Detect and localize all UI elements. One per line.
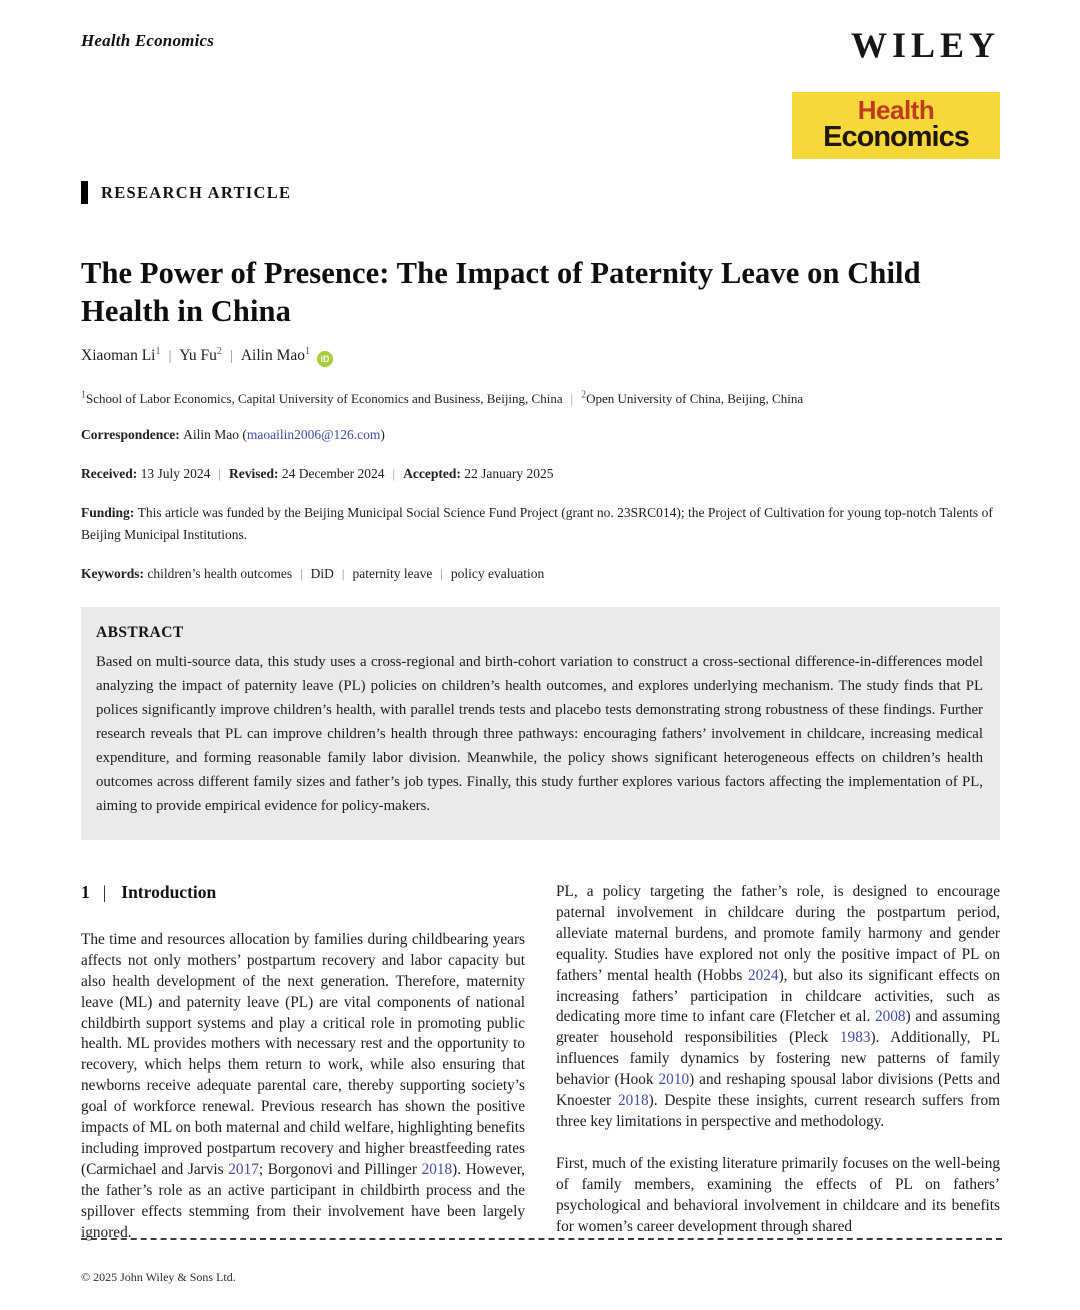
text-run: ). However, the father’s role as an active participant in childbirth process and the spillover effects stemming from their involvement have been largely ignored. (81, 1160, 525, 1241)
section-label: Introduction (121, 882, 217, 902)
wiley-logo: WILEY (850, 25, 1000, 65)
citation-link[interactable]: 1983 (839, 1029, 871, 1047)
text-run: ) and reshaping spousal labor divisions (Petts and Knoester (556, 1071, 1000, 1110)
intro-paragraph-3: First, much of the existing literature primarily focuses on the well-being of family members, examining the effects of PL on fathers’ psychological and behavioral involvement in childcare and its benefits for women’s career development through shared (556, 1154, 1000, 1235)
citation-link[interactable]: 2017 (228, 1160, 259, 1178)
keywords-line (81, 563, 1000, 585)
section-number: 1 (81, 882, 90, 902)
orcid-icon[interactable]: iD (317, 351, 333, 367)
text-run: 22 January 2025 (464, 466, 554, 481)
meta-label: Revised: (228, 466, 282, 481)
text-run: DiD (310, 566, 334, 581)
text-run: Xiaoman Li (81, 347, 156, 364)
text-run: 13 July 2024 (140, 466, 211, 481)
correspondence-line (81, 424, 1000, 446)
separator: | (300, 567, 303, 581)
text-run: School of Labor Economics, Capital University of Economics and Business, Beijing, China (86, 391, 563, 406)
page-header (81, 26, 1000, 159)
journal-badge-line1: Health (857, 95, 935, 125)
body-columns (81, 882, 1000, 1244)
text-run: ; Borgonovi and Pillinger (258, 1160, 422, 1178)
journal-name: Health Economics (81, 31, 215, 50)
affiliation-ref[interactable]: 1 (155, 345, 161, 357)
separator: | (440, 567, 443, 581)
meta-label: Accepted: (403, 466, 465, 481)
text-run: Ailin Mao ( (183, 427, 247, 442)
separator: | (218, 467, 221, 481)
citation-link[interactable]: 2018 (618, 1092, 649, 1110)
text-run: ). Additionally, PL influences family dynamics by fostering new patterns of family behavior (Hook (556, 1029, 1001, 1089)
abstract-heading: ABSTRACT (96, 624, 184, 641)
affiliation-ref[interactable]: 2 (581, 389, 587, 401)
text-run: This article was funded by the Beijing Municipal Social Science Fund Project (grant no. 23SRC014); the Project of Cultivation for young top-notch Talents of Beijing Municipal Institutions. (81, 505, 993, 542)
text-run: The time and resources allocation by families during childbearing years affects not only mothers’ postpartum recovery and labor capacity but also health development of the next generation. Therefore, maternity leave (ML) and paternity leave (PL) are vital components of national childbirth support systems and play a critical role in promoting public health. ML provides mothers with necessary rest and the opportunity to recovery, which helps them return to work, while also ensuring that newborns receive adequate parental care, thereby supporting society’s goal of workforce renewal. Previous research has shown the positive impacts of ML on both maternal and child welfare, highlighting benefits including improved postpartum recovery and higher breastfeeding rates (Carmichael and Jarvis (81, 930, 525, 1178)
affiliation-ref[interactable]: 1 (81, 389, 86, 401)
citation-link[interactable]: 2010 (658, 1071, 690, 1089)
section-pipe: | (102, 882, 107, 902)
right-column (556, 882, 1000, 1244)
intro-paragraph-2 (556, 882, 1000, 1133)
copyright-notice: © 2025 John Wiley & Sons Ltd. (81, 1270, 236, 1284)
journal-badge (792, 92, 1000, 159)
text-run: children’s health outcomes (147, 566, 293, 581)
funding-line (81, 502, 1000, 546)
article-title: The Power of Presence: The Impact of Paternity Leave on Child Health in China (81, 256, 921, 328)
text-run: paternity leave (352, 566, 433, 581)
meta-label: Correspondence: (81, 427, 184, 442)
text-run: Ailin Mao (240, 347, 306, 364)
journal-badge-line2: Economics (823, 121, 969, 153)
article-type-label: RESEARCH ARTICLE (101, 182, 292, 202)
article-type (81, 181, 1000, 204)
history-dates-line (81, 463, 1000, 485)
text-run: ) (380, 427, 385, 442)
separator: | (341, 567, 345, 581)
abstract-body: Based on multi-source data, this study uses a cross-regional and birth-cohort variation to construct a cross-sectional difference-in-differences model analyzing the impact of paternity leave (PL) policies on children’s health outcomes, and explores underlying mechanism. The study finds that PL polices significantly improve children’s health, with parallel trends tests and placebo tests demonstrating strong robustness of these findings. Further research reveals that PL can improve children’s health through three pathways: encouraging fathers’ involvement in childcare, increasing medical expenditure, and forming reasonable family labor division. Meanwhile, the policy shows significant heterogeneous effects on children’s health outcomes across different family sizes and father’s job types. Finally, this study further explores various factors affecting the implementation of PL, aiming to provide empirical evidence for policy-makers. (96, 654, 983, 814)
left-column (81, 882, 525, 1244)
affiliation-ref[interactable]: 1 (305, 345, 311, 357)
citation-link[interactable]: 2024 (747, 966, 779, 984)
citation-link[interactable]: 2018 (421, 1160, 453, 1178)
publisher-brand (792, 26, 1000, 159)
text-run: policy evaluation (450, 566, 545, 581)
text-run: PL, a policy targeting the father’s role, is designed to encourage paternal involvement in childcare during the postpartum period, alleviate maternal burdens, and promote family harmony and gender equality. Studies have explored not only the positive impact of PL on fathers’ mental health (Hobbs (556, 883, 1000, 984)
separator: | (229, 348, 233, 364)
article-type-bar (81, 181, 88, 204)
separator: | (168, 348, 172, 364)
email-link[interactable]: maoailin2006@126.com (246, 427, 381, 442)
text-run: Yu Fu (179, 347, 217, 364)
text-run: Open University of China, Beijing, China (586, 391, 804, 406)
separator: | (392, 467, 396, 481)
meta-label: Received: (81, 466, 141, 481)
footer-divider (81, 1238, 1002, 1240)
section-heading-introduction (81, 882, 525, 903)
abstract-box (81, 607, 1000, 840)
citation-link[interactable]: 2008 (874, 1008, 906, 1026)
text-run: ) and assuming greater household responsibilities (Pleck (556, 1008, 1000, 1047)
affiliation-ref[interactable]: 2 (216, 345, 222, 357)
intro-paragraph-1 (81, 930, 525, 1244)
author-list (81, 347, 1000, 367)
text-run: ). Despite these insights, current research suffers from three key limitations in perspective and methodology. (556, 1092, 1000, 1130)
affiliations (81, 391, 1000, 407)
separator: | (570, 392, 574, 406)
text-run: 24 December 2024 (281, 466, 385, 481)
text-run: ), but also its significant effects on increasing fathers’ participation in childcare activities, such as dedicating more time to infant care (Fletcher et al. (556, 966, 1000, 1026)
meta-label: Keywords: (81, 566, 148, 581)
meta-label: Funding: (81, 505, 138, 520)
